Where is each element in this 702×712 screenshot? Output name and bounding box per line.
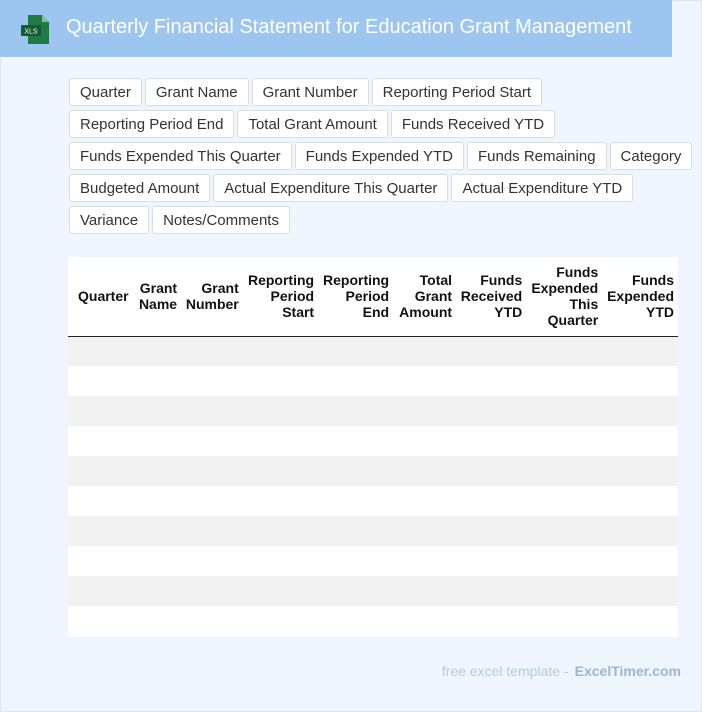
footer-brand-link[interactable]: ExcelTimer.com [574, 663, 681, 679]
xls-icon-label: XLS [24, 28, 38, 36]
table-row [68, 516, 678, 546]
column-header: Quarter [68, 257, 134, 336]
table-cell[interactable] [318, 456, 393, 486]
table-cell[interactable] [68, 426, 134, 456]
table-cell[interactable] [393, 576, 456, 606]
column-tag: Grant Number [252, 78, 369, 106]
table-cell[interactable] [526, 366, 602, 396]
table-cell[interactable] [318, 546, 393, 576]
table-cell[interactable] [456, 486, 526, 516]
xls-file-icon [20, 14, 50, 45]
table-cell[interactable] [134, 486, 181, 516]
table-cell[interactable] [456, 396, 526, 426]
table-cell[interactable] [318, 516, 393, 546]
table-cell[interactable] [318, 576, 393, 606]
table-cell[interactable] [181, 516, 243, 546]
table-cell[interactable] [456, 606, 526, 636]
table-cell[interactable] [243, 516, 318, 546]
table-cell[interactable] [602, 606, 678, 636]
table-cell[interactable] [134, 516, 181, 546]
table-header-row [68, 257, 678, 336]
table-cell[interactable] [456, 366, 526, 396]
data-table-container [68, 257, 678, 637]
table-cell[interactable] [318, 426, 393, 456]
column-header: Funds Received YTD [456, 257, 526, 336]
table-cell[interactable] [134, 396, 181, 426]
table-cell[interactable] [181, 576, 243, 606]
table-cell[interactable] [68, 546, 134, 576]
column-tag: Notes/Comments [152, 206, 290, 234]
table-row [68, 336, 678, 366]
table-row [68, 456, 678, 486]
table-cell[interactable] [243, 336, 318, 366]
table-cell[interactable] [393, 546, 456, 576]
table-cell[interactable] [393, 606, 456, 636]
column-header: Grant Name [134, 257, 181, 336]
column-header: Funds Expended This Quarter [526, 257, 602, 336]
table-cell[interactable] [68, 366, 134, 396]
column-header: Reporting Period End [318, 257, 393, 336]
table-cell[interactable] [602, 456, 678, 486]
table-cell[interactable] [318, 606, 393, 636]
table-row [68, 396, 678, 426]
column-tag-list [69, 78, 701, 234]
table-cell[interactable] [526, 426, 602, 456]
table-cell[interactable] [602, 366, 678, 396]
table-cell[interactable] [526, 576, 602, 606]
table-cell[interactable] [526, 516, 602, 546]
table-cell[interactable] [243, 456, 318, 486]
table-cell[interactable] [318, 336, 393, 366]
column-tag: Funds Received YTD [391, 110, 555, 138]
column-tag: Funds Remaining [467, 142, 607, 170]
column-tag: Actual Expenditure This Quarter [213, 174, 448, 202]
table-cell[interactable] [393, 396, 456, 426]
column-header: Reporting Period Start [243, 257, 318, 336]
header-bar [0, 0, 672, 57]
table-row [68, 486, 678, 516]
table-cell[interactable] [456, 546, 526, 576]
table-row [68, 546, 678, 576]
table-cell[interactable] [318, 486, 393, 516]
table-cell[interactable] [243, 576, 318, 606]
data-table [68, 257, 678, 636]
table-cell[interactable] [181, 396, 243, 426]
column-tag: Quarter [69, 78, 142, 106]
table-cell[interactable] [134, 366, 181, 396]
footer-credit [442, 663, 681, 679]
table-cell[interactable] [526, 396, 602, 426]
table-cell[interactable] [181, 546, 243, 576]
table-cell[interactable] [134, 426, 181, 456]
column-tag: Funds Expended YTD [295, 142, 464, 170]
table-cell[interactable] [68, 336, 134, 366]
table-row [68, 606, 678, 636]
table-cell[interactable] [393, 486, 456, 516]
table-cell[interactable] [243, 426, 318, 456]
column-tag: Reporting Period Start [372, 78, 542, 106]
footer-lead-text: free excel template - [441, 663, 569, 679]
table-cell[interactable] [456, 516, 526, 546]
table-row [68, 426, 678, 456]
column-tag: Total Grant Amount [237, 110, 387, 138]
table-cell[interactable] [243, 396, 318, 426]
table-cell[interactable] [181, 366, 243, 396]
column-header: Total Grant Amount [393, 257, 456, 336]
table-row [68, 576, 678, 606]
column-tag: Category [610, 142, 693, 170]
table-cell[interactable] [68, 396, 134, 426]
table-cell[interactable] [393, 426, 456, 456]
table-cell[interactable] [602, 426, 678, 456]
table-cell[interactable] [393, 516, 456, 546]
column-tag: Budgeted Amount [69, 174, 210, 202]
table-cell[interactable] [318, 366, 393, 396]
table-cell[interactable] [393, 336, 456, 366]
table-cell[interactable] [456, 426, 526, 456]
column-tag: Funds Expended This Quarter [69, 142, 292, 170]
column-header: Funds Expended YTD [602, 257, 678, 336]
table-cell[interactable] [181, 336, 243, 366]
table-cell[interactable] [181, 486, 243, 516]
table-cell[interactable] [602, 576, 678, 606]
table-cell[interactable] [68, 486, 134, 516]
table-cell[interactable] [68, 576, 134, 606]
table-cell[interactable] [602, 546, 678, 576]
table-cell[interactable] [602, 336, 678, 366]
table-cell[interactable] [393, 366, 456, 396]
table-cell[interactable] [602, 396, 678, 426]
table-cell[interactable] [134, 336, 181, 366]
page-title: Quarterly Financial Statement for Education Grant Management [66, 16, 632, 38]
table-cell[interactable] [526, 486, 602, 516]
table-cell[interactable] [526, 546, 602, 576]
table-cell[interactable] [68, 606, 134, 636]
table-cell[interactable] [526, 456, 602, 486]
table-cell[interactable] [181, 606, 243, 636]
column-header: Grant Number [181, 257, 243, 336]
table-cell[interactable] [181, 426, 243, 456]
column-tag: Actual Expenditure YTD [451, 174, 633, 202]
table-cell[interactable] [602, 516, 678, 546]
table-cell[interactable] [243, 366, 318, 396]
table-row [68, 366, 678, 396]
table-cell[interactable] [456, 456, 526, 486]
table-cell[interactable] [243, 486, 318, 516]
table-cell[interactable] [243, 606, 318, 636]
table-cell[interactable] [526, 336, 602, 366]
column-tag: Variance [69, 206, 149, 234]
table-cell[interactable] [134, 546, 181, 576]
table-cell[interactable] [68, 456, 134, 486]
table-cell[interactable] [318, 396, 393, 426]
table-cell[interactable] [393, 456, 456, 486]
table-cell[interactable] [456, 336, 526, 366]
table-cell[interactable] [134, 576, 181, 606]
column-tag: Grant Name [145, 78, 249, 106]
table-cell[interactable] [134, 456, 181, 486]
table-cell[interactable] [181, 456, 243, 486]
column-tag: Reporting Period End [69, 110, 234, 138]
table-cell[interactable] [68, 516, 134, 546]
table-cell[interactable] [456, 576, 526, 606]
table-cell[interactable] [243, 546, 318, 576]
table-cell[interactable] [526, 606, 602, 636]
table-cell[interactable] [134, 606, 181, 636]
table-cell[interactable] [602, 486, 678, 516]
